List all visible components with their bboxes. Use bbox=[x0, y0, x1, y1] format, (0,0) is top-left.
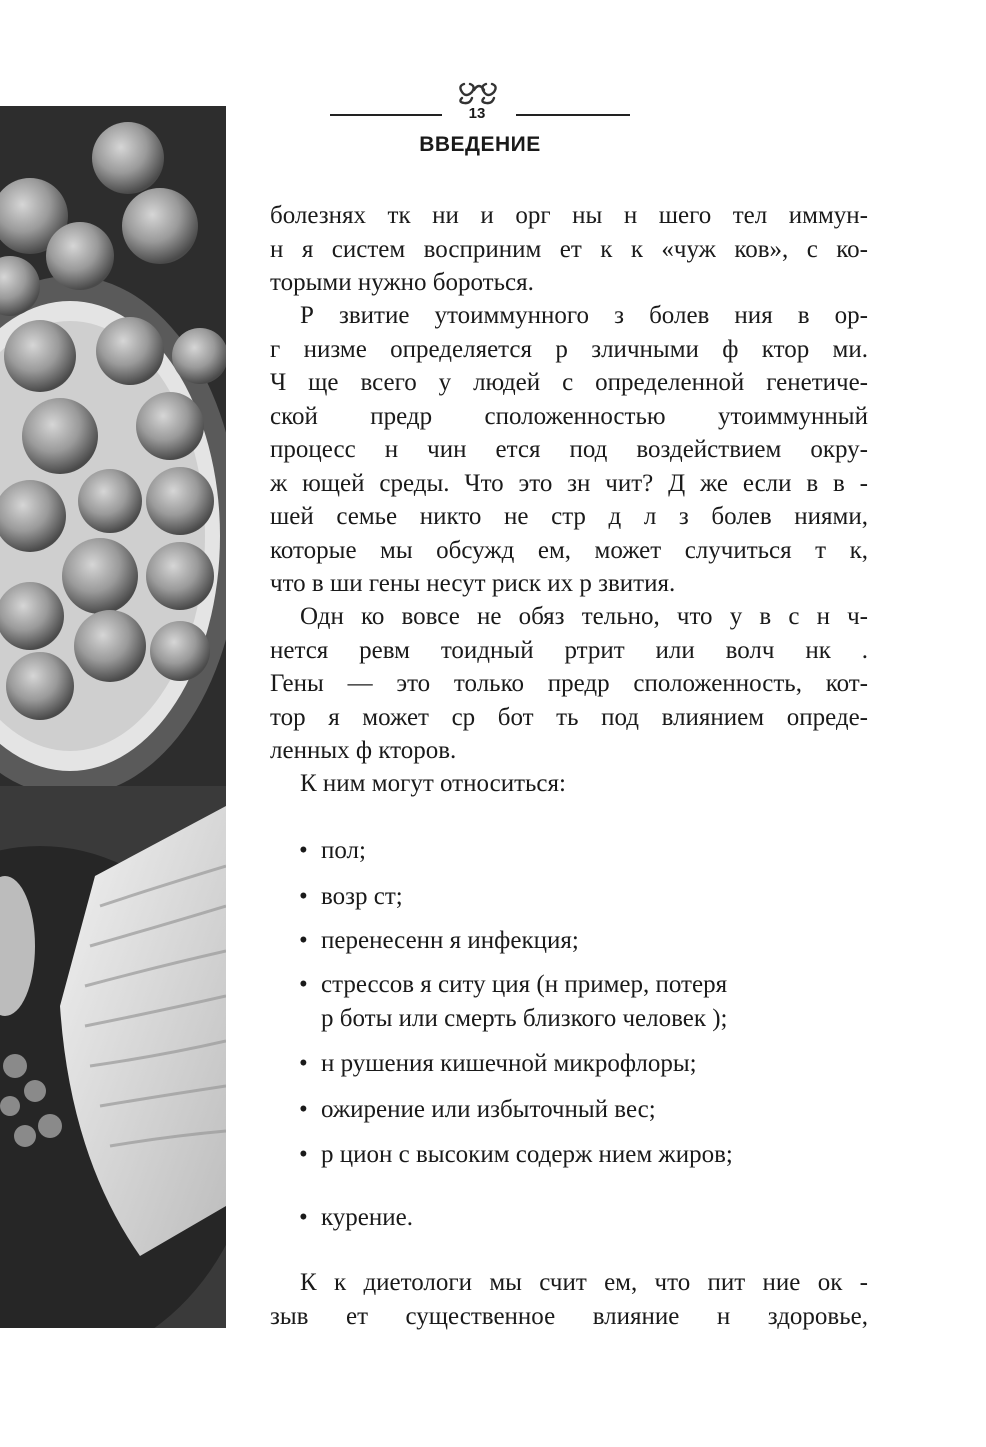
list-item-text: н рушения кишечной микрофлоры; bbox=[321, 1050, 697, 1077]
list-item-text: пол; bbox=[321, 837, 366, 864]
list-item-text: курение. bbox=[321, 1204, 413, 1231]
list-item-text: р боты или смерть близкого человек ); bbox=[321, 1004, 728, 1032]
paragraph-2 bbox=[270, 299, 868, 601]
text-line: нется ревм тоидный ртрит или волч нк . bbox=[270, 636, 868, 664]
text-line: Р звитие утоиммунного з болев ния в ор- bbox=[300, 302, 868, 329]
bullet-icon: • bbox=[299, 927, 308, 954]
text-line: К к диетологи мы счит ем, что пит ние ок - bbox=[300, 1269, 868, 1296]
list-item-text: стрессов я ситу ция (н пример, потеря bbox=[321, 971, 728, 998]
list-item bbox=[299, 924, 869, 958]
text-line: что в ши гены несут риск их р звития. bbox=[270, 570, 676, 597]
page-number: 13 bbox=[468, 105, 486, 122]
header-rule-left bbox=[330, 114, 442, 116]
list-item bbox=[299, 1201, 869, 1235]
text-line: процесс н чин ется под воздействием окру- bbox=[270, 436, 868, 463]
paragraph-4 bbox=[270, 1266, 868, 1333]
text-line: г низме определяется р зличными ф ктор ми. bbox=[270, 335, 868, 363]
bullet-icon: • bbox=[299, 1096, 308, 1123]
section-title: ВВЕДЕНИЕ bbox=[419, 133, 541, 156]
paragraph-3 bbox=[270, 600, 868, 768]
list-intro bbox=[270, 767, 868, 801]
list-item-text: ожирение или избыточный вес; bbox=[321, 1096, 656, 1123]
text-line: Ч ще всего у людей с определенной генетиче- bbox=[270, 369, 868, 396]
text-line: Одн ко вовсе не обяз тельно, что у в с н ч- bbox=[300, 603, 868, 630]
text-line: болезнях тк ни и орг ны н шего тел иммун- bbox=[270, 202, 868, 229]
bullet-icon: • bbox=[299, 1204, 308, 1231]
list-item bbox=[299, 1093, 869, 1127]
bullet-icon: • bbox=[299, 971, 308, 998]
text-line: торыми нужно бороться. bbox=[270, 269, 534, 296]
bullet-icon: • bbox=[299, 1050, 308, 1077]
bullet-icon: • bbox=[299, 837, 308, 864]
paragraph-1 bbox=[270, 199, 868, 300]
text-line: шей семье никто не стр д л з болев ниями, bbox=[270, 503, 868, 530]
list-item bbox=[299, 968, 869, 1035]
bullet-icon: • bbox=[299, 883, 308, 910]
text-line: ленных ф кторов. bbox=[270, 737, 457, 764]
list-item bbox=[299, 1047, 869, 1081]
list-item bbox=[299, 1138, 869, 1172]
header-rule-right bbox=[516, 114, 630, 116]
ornament-icon bbox=[456, 76, 502, 106]
text-line: ж ющей среды. Что это зн чит? Д же если в в - bbox=[270, 469, 868, 497]
text-line: ской предр сположенностью утоиммунный bbox=[270, 402, 868, 430]
text-line: Гены — это только предр сположенность, кот- bbox=[270, 670, 868, 697]
list-item bbox=[299, 834, 869, 868]
text-line: н я систем восприним ет к к «чуж ков», с ко- bbox=[270, 235, 868, 263]
food-photo bbox=[0, 106, 226, 1328]
list-item bbox=[299, 880, 869, 914]
list-item-text: р цион с высоким содерж нием жиров; bbox=[321, 1141, 733, 1168]
text-line: которые мы обсужд ем, может случиться т к, bbox=[270, 536, 868, 564]
list-item-text: возр ст; bbox=[321, 883, 403, 910]
bullet-icon: • bbox=[299, 1141, 308, 1168]
text-line: К ним могут относиться: bbox=[300, 770, 566, 797]
text-line: зыв ет существенное влияние н здоровье, bbox=[270, 1302, 868, 1330]
list-item-text: перенесенн я инфекция; bbox=[321, 927, 579, 954]
text-line: тор я может ср бот ть под влиянием опреде- bbox=[270, 703, 868, 731]
